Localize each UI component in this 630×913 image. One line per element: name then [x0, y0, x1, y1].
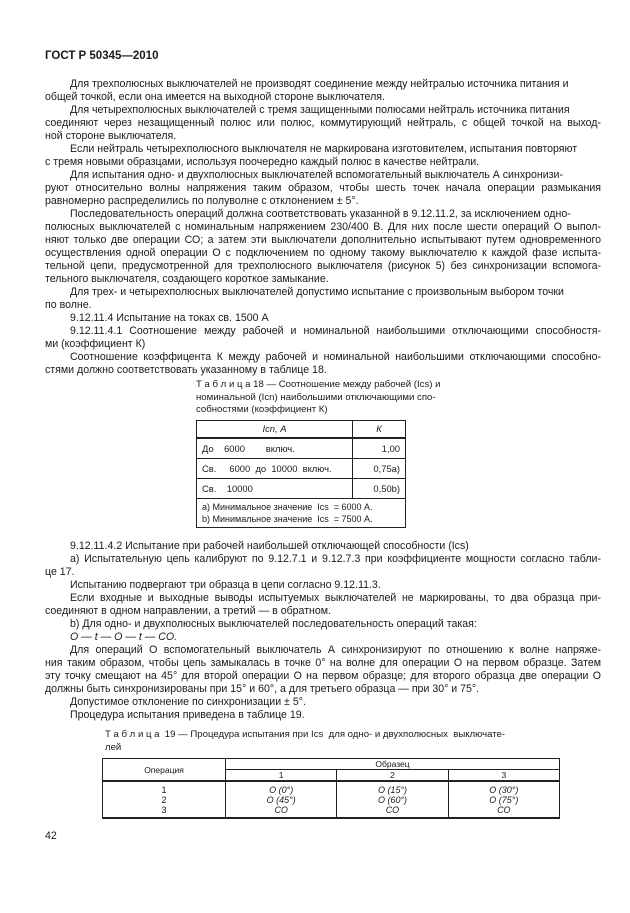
caption-line: собностями (коэффициент К)	[196, 404, 328, 415]
header-k: К	[353, 421, 406, 439]
cell: СО	[337, 805, 448, 818]
document-header: ГОСТ Р 50345—2010	[45, 50, 159, 62]
text-line: няют только две операции СО; а затем эти выключатели дополнительно испытывают путем одновременного	[45, 234, 601, 246]
table-row	[197, 438, 406, 459]
text-line: Для операций О вспомогательный выключатель А синхронизируют по отношению к волне напряже-	[70, 644, 601, 656]
text-line: равномерно распределились по полуволне с отклонением ± 5°.	[45, 195, 359, 207]
table-18-caption	[196, 379, 440, 417]
text-line: О — t — О — t — СО.	[70, 631, 178, 643]
cell: Св. 6000 до 10000 включ.	[197, 459, 353, 479]
text-line: Испытанию подвергают три образца в цепи согласно 9.12.11.3.	[70, 579, 381, 591]
caption-line: Т а б л и ц а 18 — Соотношение между рабочей (Ics) и	[196, 379, 441, 390]
header-col: 3	[448, 770, 559, 782]
text-line: Допустимое отклонение по синхронизации ± 5°.	[70, 696, 306, 708]
cell: О (0°)	[226, 781, 337, 795]
text-line: Для четырехполюсных выключателей с тремя защищенными полюсами нейтраль источника питания	[70, 104, 570, 116]
table-row	[103, 795, 560, 805]
body-text-2	[45, 540, 601, 722]
table-18	[196, 420, 406, 528]
page-number: 42	[45, 830, 57, 842]
text-line: Для испытания одно- и двухполюсных выключателей вспомогательный выключатель А синхронизи-	[70, 169, 563, 181]
text-line: полюсных выключателей с номинальным напряжением 230/400 В. Для них после шести операций О выпол-	[45, 221, 601, 233]
text-line: Соотношение коэффицента К между рабочей и номинальной наибольшими отключающими способно-	[70, 351, 601, 363]
cell: До 6000 включ.	[197, 438, 353, 459]
text-line: ной стороне выключателя.	[45, 130, 177, 142]
text-line: ми (коэффициент К)	[45, 338, 146, 350]
text-line: с тремя новыми образцами, используя поочередно каждый полюс в качестве нейтрали.	[45, 156, 480, 168]
text-line: осуществления одной операции О с подключением по одному такому выключателю к каждой фазе испыта-	[45, 247, 601, 259]
cell: 1,00	[353, 438, 406, 459]
text-line: Если входные и выходные выводы испытуемых выключателей не маркированы, то два образца при-	[70, 592, 601, 604]
text-line: це 17.	[45, 566, 75, 578]
text-line: ния таким образом, чтобы цепь замыкалась в точке 0° на волне для операции О на первом образце. Затем	[45, 657, 601, 669]
text-line: b) Для одно- и двухполюсных выключателей последовательность операций такая:	[70, 618, 477, 630]
footnote-b: b) Минимальное значение Ics = 7500 А.	[202, 514, 373, 524]
cell: 0,50b)	[353, 479, 406, 499]
table-row	[103, 805, 560, 818]
body-text-1	[45, 78, 601, 377]
cell: Св. 10000	[197, 479, 353, 499]
cell: 2	[103, 795, 226, 805]
header-sample: Образец	[226, 759, 560, 770]
table-row	[103, 781, 560, 795]
text-line: тельного выключателя, создающего короткое замыкание.	[45, 273, 329, 285]
text-line: должны быть синхронизированы при 15° и 60°, а для третьего образца — при 30° и 75°.	[45, 683, 480, 695]
text-line: 9.12.11.4.1 Соотношение между рабочей и номинальной наибольшими отключающими способностя-	[70, 325, 601, 337]
table-19	[102, 758, 560, 819]
cell: О (30°)	[448, 781, 559, 795]
table-footnotes	[197, 499, 406, 528]
text-line: а) Испытательную цепь калибруют по 9.12.7.1 и 9.12.7.3 при коэффициенте мощности согласно табли-	[70, 553, 601, 565]
header-icn: Icn, А	[197, 421, 353, 439]
cell: 1	[103, 781, 226, 795]
text-line: соединяют через незащищенный полюс или полюс, коммутирующий нейтраль, с общей точкой на выход-	[45, 117, 601, 129]
text-line: общей точкой, если она имеется на выходной стороне выключателя.	[45, 91, 385, 103]
table-row	[197, 459, 406, 479]
text-line: руют относительно волны напряжения таким образом, чтобы шесть точек начала операции размыкания	[45, 182, 601, 194]
cell: О (60°)	[337, 795, 448, 805]
cell: О (75°)	[448, 795, 559, 805]
header-operation: Операция	[103, 759, 226, 782]
cell: 0,75a)	[353, 459, 406, 479]
table-19-caption	[105, 729, 505, 754]
caption-line: лей	[105, 741, 122, 753]
text-line: Если нейтраль четырехполюсного выключателя не маркирована изготовителем, испытания повторяют	[70, 143, 578, 155]
header-col: 1	[226, 770, 337, 782]
header-col: 2	[337, 770, 448, 782]
text-line: эту точку смещают на 45° для второй операции О на первом образце; для второго образца две операции О	[45, 670, 601, 682]
table-row	[197, 479, 406, 499]
text-line: Последовательность операций должна соответствовать указанной в 9.12.11.2, за исключением одно-	[70, 208, 571, 220]
text-line: Для трехполюсных выключателей не производят соединение между нейтралью источника питания и	[70, 78, 569, 90]
text-line: тельной цепи, предусмотренной для трехполюсного выключателя (рисунок 5) без синхронизации вспомога-	[45, 260, 601, 272]
cell: СО	[226, 805, 337, 818]
cell: О (15°)	[337, 781, 448, 795]
caption-line: Т а б л и ц а 19 — Процедура испытания при Ics для одно- и двухполюсных выключате-	[105, 729, 506, 740]
text-line: стями должно соответствовать указанному в таблице 18.	[45, 364, 327, 376]
text-line: 9.12.11.4.2 Испытание при рабочей наибольшей отключающей способности (Ics)	[70, 540, 469, 552]
text-line: по волне.	[45, 299, 92, 311]
text-line: соединяют в одном направлении, а третий — в обратном.	[45, 605, 332, 617]
cell: 3	[103, 805, 226, 818]
cell: О (45°)	[226, 795, 337, 805]
footnote-a: a) Минимальное значение Ics = 6000 А.	[202, 502, 373, 512]
text-line: 9.12.11.4 Испытание на токах св. 1500 А	[70, 312, 269, 324]
text-line: Для трех- и четырехполюсных выключателей допустимо испытание с произвольным выбором точки	[70, 286, 564, 298]
caption-line: номинальной (Icn) наибольшими отключающими спо-	[196, 391, 436, 403]
text-line: Процедура испытания приведена в таблице 19.	[70, 709, 305, 721]
cell: СО	[448, 805, 559, 818]
